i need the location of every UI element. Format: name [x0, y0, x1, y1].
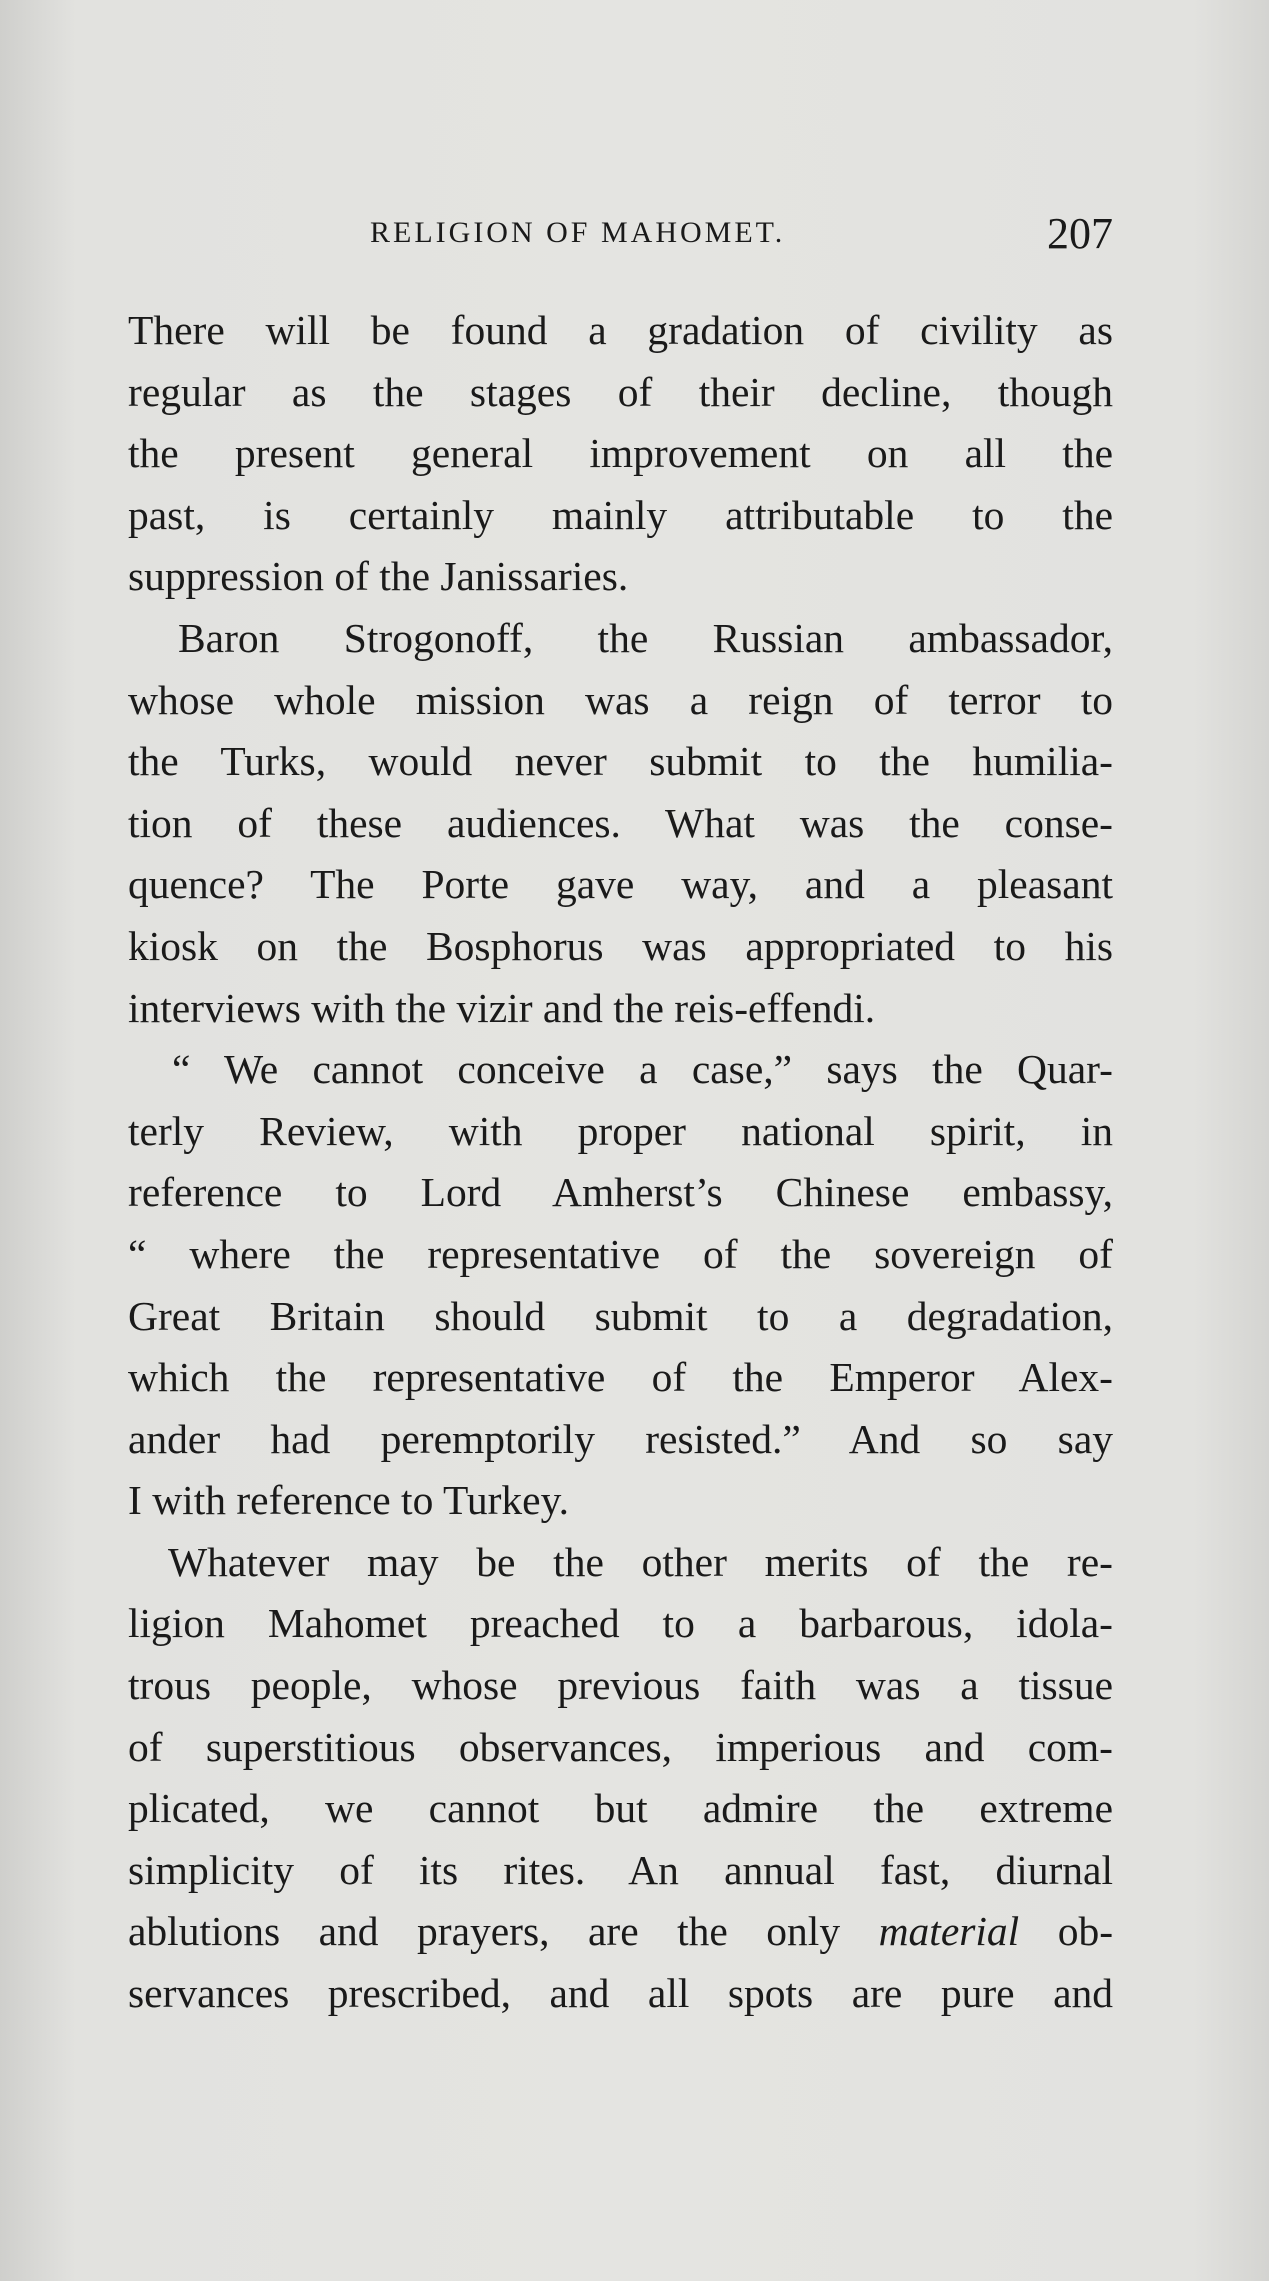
- text-line: of superstitious observances, imperious and com-: [128, 1723, 1113, 1770]
- text-line: “ We cannot conceive a case,” says the Quar-: [172, 1046, 1113, 1093]
- text-line: Baron Strogonoff, the Russian ambassador,: [178, 614, 1113, 661]
- text-line: servances prescribed, and all spots are pure and: [128, 1970, 1113, 2017]
- text-line: I with reference to Turkey.: [128, 1477, 569, 1524]
- text-line: “ where the representative of the sovereign of: [128, 1230, 1113, 1277]
- italic-word: material: [878, 1908, 1020, 1955]
- page-header: [128, 208, 1113, 268]
- text-run: ablutions and prayers, are the only: [128, 1908, 841, 1955]
- text-line: ligion Mahomet preached to a barbarous, idola-: [128, 1600, 1113, 1647]
- text-line: kiosk on the Bosphorus was appropriated to his: [128, 922, 1113, 969]
- text-run: ob-: [1057, 1908, 1114, 1955]
- text-line: trous people, whose previous faith was a tissue: [128, 1662, 1113, 1709]
- text-line: the Turks, would never submit to the humilia-: [128, 738, 1113, 785]
- text-line: whose whole mission was a reign of terror to: [128, 676, 1113, 723]
- text-line: which the representative of the Emperor Alex-: [128, 1354, 1113, 1401]
- text-line: Great Britain should submit to a degradation,: [128, 1292, 1113, 1339]
- paragraph-2: [128, 608, 1113, 1039]
- text-line: the present general improvement on all the: [128, 430, 1113, 477]
- text-line: [128, 1901, 1113, 1963]
- text-line: There will be found a gradation of civility as: [128, 307, 1113, 353]
- text-line: simplicity of its rites. An annual fast, diurnal: [128, 1846, 1113, 1893]
- paragraph-3: [128, 1039, 1113, 1532]
- text-line: terly Review, with proper national spirit, in: [128, 1107, 1113, 1154]
- text-line: reference to Lord Amherst’s Chinese embassy,: [128, 1169, 1113, 1216]
- text-line: suppression of the Janissaries.: [128, 553, 629, 600]
- body-text: [128, 300, 1113, 2025]
- text-line: tion of these audiences. What was the conse-: [128, 799, 1113, 846]
- text-line: ander had peremptorily resisted.” And so say: [128, 1415, 1113, 1462]
- running-head: RELIGION OF MAHOMET.: [370, 216, 786, 249]
- text-line: interviews with the vizir and the reis-effendi.: [128, 984, 876, 1031]
- text-line: Whatever may be the other merits of the re-: [168, 1538, 1113, 1585]
- text-line: quence? The Porte gave way, and a pleasant: [128, 861, 1113, 908]
- paragraph-1: [128, 300, 1113, 608]
- text-line: plicated, we cannot but admire the extreme: [128, 1785, 1113, 1832]
- paragraph-4: [128, 1532, 1113, 2025]
- text-line: past, is certainly mainly attributable to the: [128, 491, 1113, 538]
- text-line: regular as the stages of their decline, though: [128, 368, 1113, 415]
- page-number: 207: [1047, 209, 1113, 258]
